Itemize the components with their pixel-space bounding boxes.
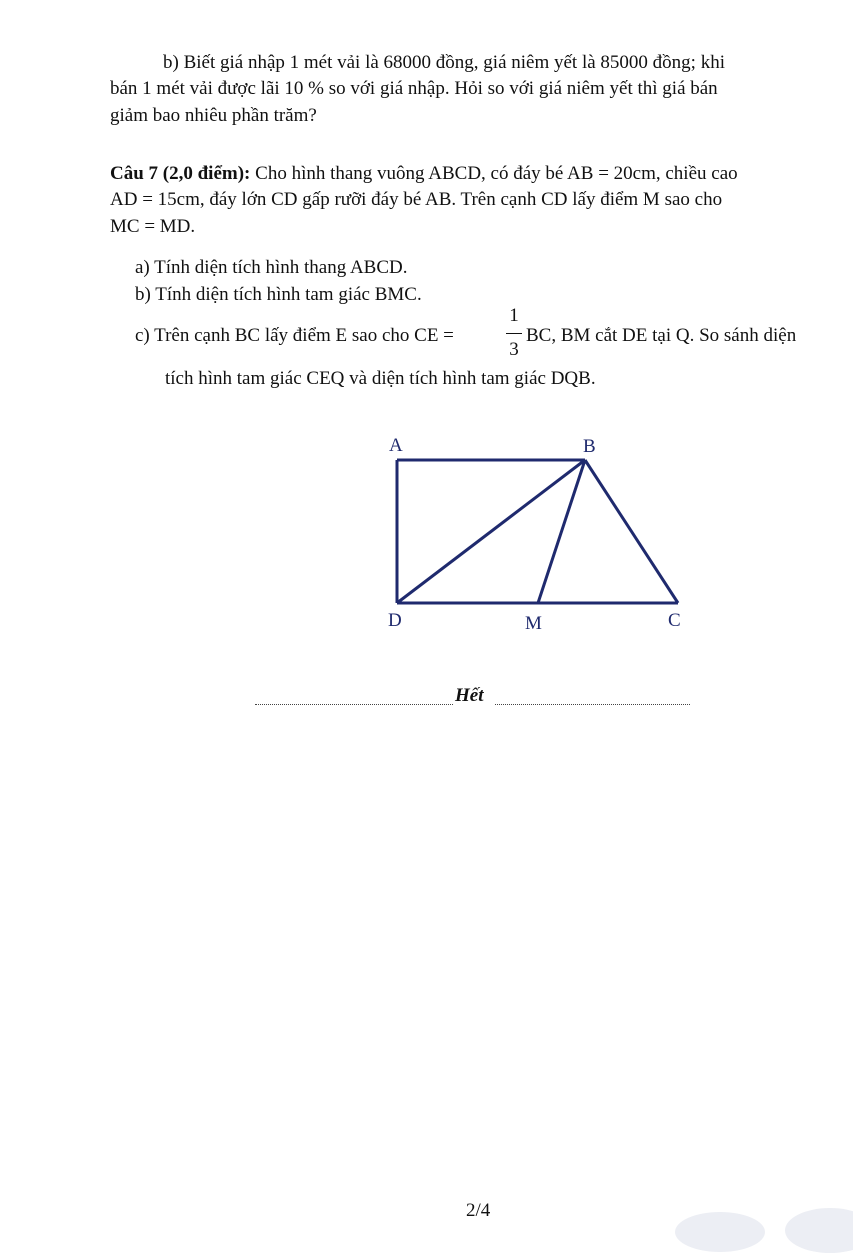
fraction-numerator: 1 — [509, 305, 519, 326]
edge-bc — [585, 460, 678, 603]
label-a: A — [389, 435, 403, 456]
question-7-item-c-post: BC, BM cắt DE tại Q. So sánh diện — [526, 325, 797, 346]
end-marker — [255, 685, 690, 710]
dotted-line-right — [495, 704, 690, 705]
question-7-line-1-text: Cho hình thang vuông ABCD, có đáy bé AB = 20cm, chiều cao — [250, 163, 738, 184]
label-c: C — [668, 610, 681, 631]
prev-part-b-line-2: bán 1 mét vải được lãi 10 % so với giá nhập. Hỏi so với giá niêm yết thì giá bán — [110, 78, 718, 99]
segment-bd — [397, 460, 585, 603]
prev-part-b-line-3: giảm bao nhiêu phần trăm? — [110, 105, 317, 126]
question-7-line-2: AD = 15cm, đáy lớn CD gấp rưỡi đáy bé AB. Trên cạnh CD lấy điểm M sao cho — [110, 189, 723, 210]
question-7-line-3: MC = MD. — [110, 216, 196, 237]
dotted-line-left — [255, 704, 453, 705]
scan-artifact-1 — [675, 1212, 765, 1252]
question-7-item-c-line-2: tích hình tam giác CEQ và diện tích hình tam giác DQB. — [165, 368, 596, 389]
label-d: D — [388, 610, 402, 631]
question-7-heading: Câu 7 (2,0 điểm): — [110, 163, 251, 184]
label-m: M — [525, 613, 542, 634]
question-7-item-a: a) Tính diện tích hình thang ABCD. — [135, 257, 408, 278]
question-7-item-b: b) Tính diện tích hình tam giác BMC. — [135, 284, 422, 305]
segment-bm — [538, 460, 585, 603]
prev-part-b-line-1: b) Biết giá nhập 1 mét vải là 68000 đồng, giá niêm yết là 85000 đồng; khi — [163, 52, 725, 73]
page-number: 2/4 — [466, 1200, 491, 1221]
question-7-line-1 — [110, 161, 738, 187]
end-text: Hết — [455, 685, 484, 706]
fraction-bar — [506, 333, 522, 334]
scan-artifact-2 — [785, 1208, 853, 1253]
question-7-item-c-pre: c) Trên cạnh BC lấy điểm E sao cho CE = — [135, 325, 454, 346]
label-b: B — [583, 436, 596, 457]
fraction-denominator: 3 — [509, 339, 519, 360]
trapezoid-figure — [380, 425, 700, 640]
